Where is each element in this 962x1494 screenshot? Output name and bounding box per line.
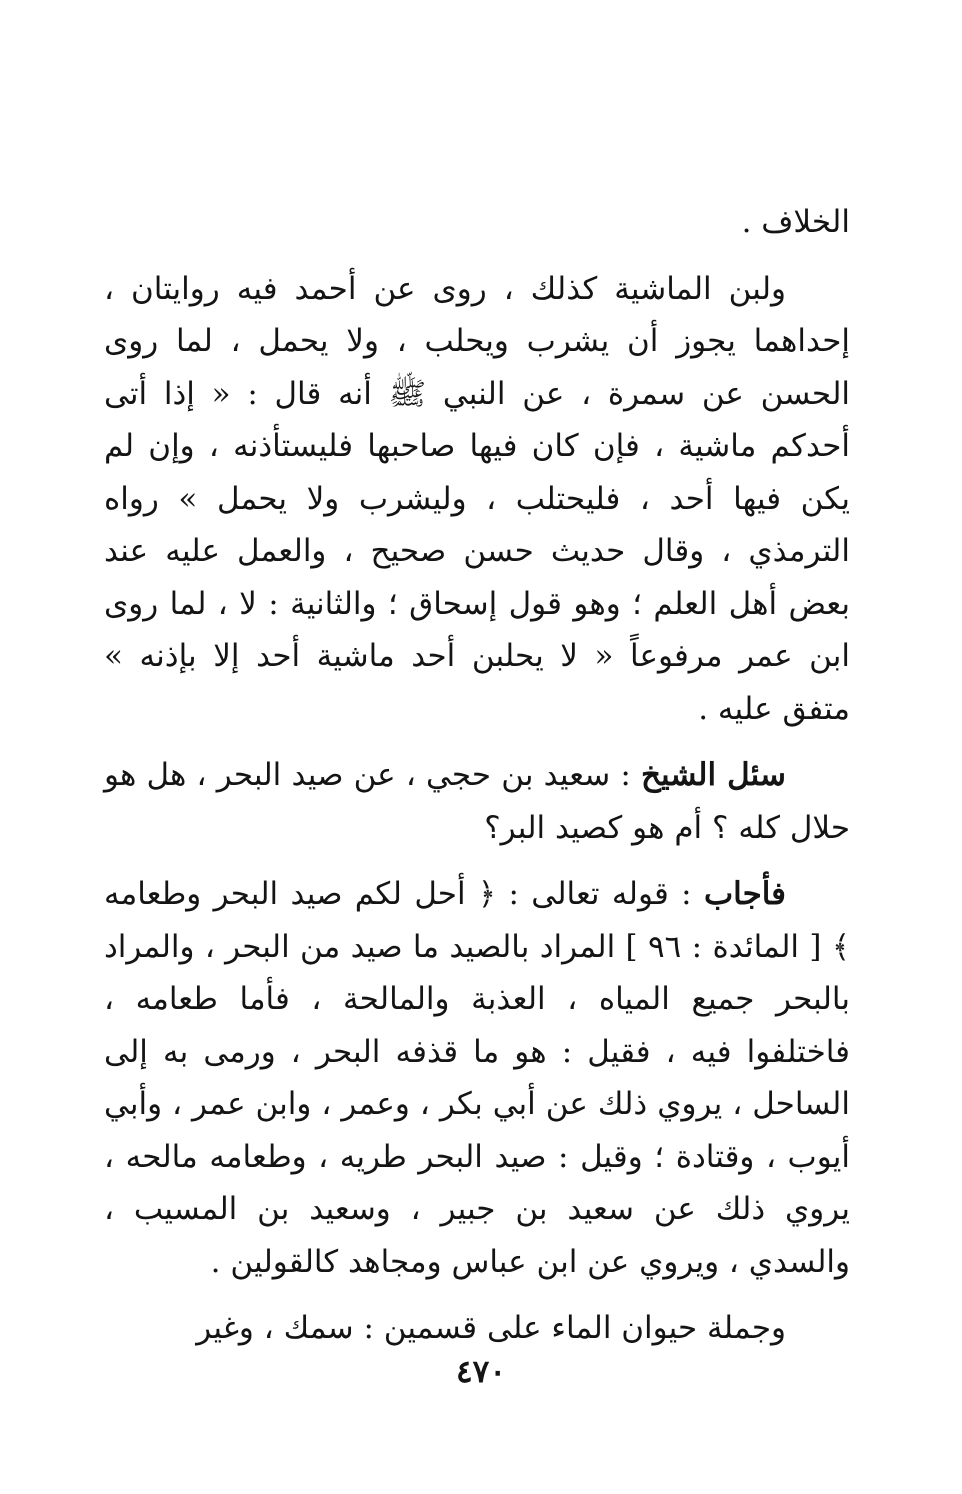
paragraph-text: الخلاف . <box>741 204 850 240</box>
paragraph-text: : قوله تعالى : ﴿ أحل لكم صيد البحر وطعامه ﴾ [ المائدة : ٩٦ ] المراد بالصيد ما صيد من البحر ، والمراد بالبحر جميع المياه ، العذبة والمالحة ، فأما طعامه ، فاختلفوا فيه ، فقيل : هو ما قذفه البحر ، ورمى به إلى الساحل ، يروي ذلك عن أبي بكر ، وعمر ، وابن عمر ، وأبي أيوب ، وقتادة ؛ وقيل : صيد البحر طريه ، وطعامه مالحه ، يروي ذلك عن سعيد بن جبير ، وسعيد بن المسيب ، والسدي ، ويروي عن ابن عباس ومجاهد كالقولين . <box>104 876 850 1280</box>
paragraph-answer <box>104 868 850 1288</box>
question-lead: سئل الشيخ <box>640 757 786 793</box>
paragraph-text: : سعيد بن حجي ، عن صيد البحر ، هل هو حلال كله ؟ أم هو كصيد البر؟ <box>104 757 850 846</box>
answer-lead: فأجاب <box>703 876 786 912</box>
paragraph-question <box>104 749 850 854</box>
paragraph-text: ولبن الماشية كذلك ، روى عن أحمد فيه روايتان ، إحداهما يجوز أن يشرب ويحلب ، ولا يحمل ، لما روى الحسن عن سمرة ، عن النبي ﷺ أنه قال : « إذا أتى أحدكم ماشية ، فإن كان فيها صاحبها فليستأذنه ، وإن لم يكن فيها أحد ، فليحتلب ، وليشرب ولا يحمل » رواه الترمذي ، وقال حديث حسن صحيح ، والعمل عليه عند بعض أهل العلم ؛ وهو قول إسحاق ؛ والثانية : لا ، لما روى ابن عمر مرفوعاً « لا يحلبن أحد ماشية أحد إلا بإذنه » متفق عليه . <box>104 270 851 727</box>
page-body <box>104 196 850 1355</box>
paragraph-text: وجملة حيوان الماء على قسمين : سمك ، وغير <box>196 1310 786 1346</box>
page-number: ٤٧٠ <box>456 1354 506 1390</box>
paragraph-continuation <box>104 196 850 249</box>
paragraph-livestock-milk <box>104 263 850 736</box>
paragraph-sea-animals <box>104 1302 850 1355</box>
